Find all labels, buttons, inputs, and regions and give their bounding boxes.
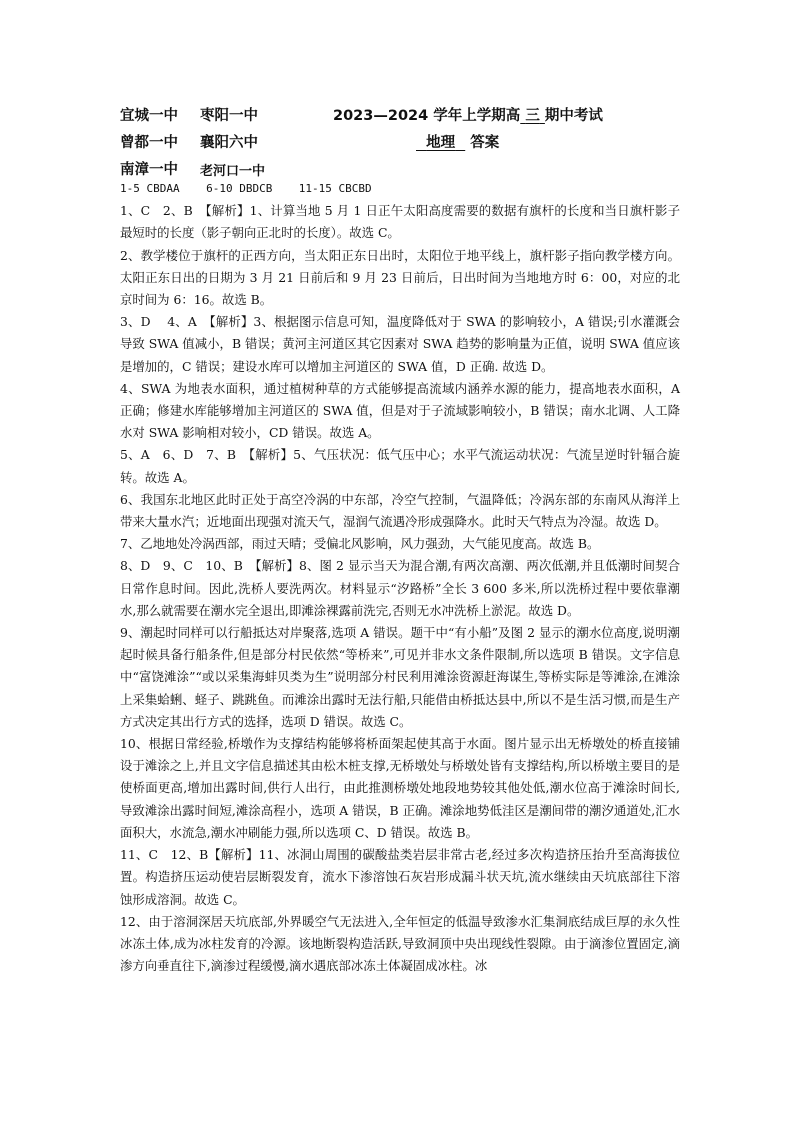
exam-title-post: 期中考试 (544, 108, 603, 124)
subject-text: 地理 (426, 135, 456, 151)
school-zaoyang: 枣阳一中 (200, 108, 258, 124)
exam-grade-text: 三 (525, 108, 540, 124)
paragraph: 7、乙地地处冷涡西部，雨过天晴；受偏北风影响，风力强劲，大气能见度高。故选 B。 (120, 536, 600, 552)
school-nanzhang: 南漳一中 (120, 162, 178, 178)
answer-key: 1-5 CBDAA 6-10 DBDCB 11-15 CBCBD (120, 182, 372, 195)
exam-title (333, 104, 603, 125)
paragraph: 3、D 4、A 【解析】3、根据图示信息可知，温度降低对于 SWA 的影响较小，A 错误;引水灌溉会导致 SWA 值减小，B 错误；黄河主河道区其它因素对 SWA 趋势的影响量为正值，说明 SWA 值应该是增加的，C 错误；建设水库可以增加主河道区的 SWA 值，D 正确. 故选 D。 (120, 314, 680, 374)
school-xiangyang: 襄阳六中 (200, 135, 258, 151)
exam-title-pre: 2023—2024 学年上学期高 (333, 108, 521, 124)
paragraph: 4、SWA 为地表水面积，通过植树种草的方式能够提高流域内涵养水源的能力，提高地表水面积，A 正确；修建水库能够增加主河道区的 SWA 值，但是对于子流域影响较小，B 错误；南水北调、人工降水对 SWA 影响相对较小，CD 错误。故选 A。 (120, 380, 680, 441)
paragraph: 9、潮起时同样可以行船抵达对岸聚落,选项 A 错误。题干中“有小船”及图 2 显示的潮水位高度,说明潮起时候具备行船条件,但是部分村民依然“等桥来”,可见并非水文条件限制,所以选项 B 错误。文字信息中“富饶滩涂”“或以采集海蚌贝类为生”说明部分村民利用滩涂资源赶海谋生,等桥实际是等滩涂,在滩涂上采集蛤蜊、蛏子、跳跳鱼。而滩涂出露时无法行船,只能借由桥抵达县中,所以不是生活习惯,而是生产方式决定其出行方式的选择，选项 D 错误。故选 C。 (120, 625, 680, 729)
school-yicheng: 宜城一中 (120, 108, 178, 124)
school-laohekou: 老河口一中 (200, 164, 266, 179)
paragraph: 11、C 12、B【解析】11、冰洞山周围的碳酸盐类岩层非常古老,经过多次构造挤压抬升至高海拔位置。构造挤压运动使岩层断裂发育，流水下渗溶蚀石灰岩形成漏斗状天坑,流水继续由天坑底部往下溶蚀形成溶洞。故选 C。 (120, 847, 680, 907)
school-zengdu: 曾都一中 (120, 135, 178, 151)
subject-line (416, 131, 499, 152)
subject-name (416, 135, 465, 151)
paragraph: 8、D 9、C 10、B 【解析】8、图 2 显示当天为混合潮,有两次高潮、两次低潮,并且低潮时间契合日常作息时间。因此,洗桥人要洗两次。材料显示“汐路桥”全长 3 600 多米,所以洗桥过程中要依靠潮水,那么就需要在潮水完全退出,即滩涂裸露前洗完,否则无水冲洗桥上淤泥。故选 D。 (120, 558, 680, 618)
paragraph: 2、教学楼位于旗杆的正西方向，当太阳正东日出时，太阳位于地平线上，旗杆影子指向教学楼方向。太阳正东日出的日期为 3 月 21 日前后和 9 月 23 日前后，日出时间为当地地方时 6：00，对应的北京时间为 6：16。故选 B。 (120, 247, 680, 308)
paragraph: 12、由于溶洞深居天坑底部,外界暖空气无法进入,全年恒定的低温导致渗水汇集洞底结成巨厚的永久性冰冻土体,成为冰柱发育的冷源。该地断裂构造活跃,导致洞顶中央出现线性裂隙。由于滴渗位置固定,滴渗方向垂直往下,滴渗过程缓慢,滴水遇底部冰冻土体凝固成冰柱。冰 (120, 913, 680, 974)
paragraph: 5、A 6、D 7、B 【解析】5、气压状况：低气压中心；水平气流运动状况：气流呈逆时针辐合旋转。故选 A。 (120, 447, 680, 485)
paragraph: 1、C 2、B 【解析】1、计算当地 5 月 1 日正午太阳高度需要的数据有旗杆的长度和当日旗杆影子最短时的长度（影子朝向正北时的长度）。故选 C。 (120, 203, 680, 241)
answer-label: 答案 (470, 135, 500, 151)
paragraph: 10、根据日常经验,桥墩作为支撑结构能够将桥面架起使其高于水面。图片显示出无桥墩处的桥直接铺设于滩涂之上,并且文字信息描述其由松木桩支撑,无桥墩处与桥墩处皆有支撑结构,所以桥墩主要目的是使桥面更高,增加出露时间,供行人出行，由此推测桥墩处地段地势较其他处低,潮水位高于滩涂时间长,导致滩涂出露时间短,滩涂高程小，选项 A 错误，B 正确。滩涂地势低洼区是潮间带的潮汐通道处,汇水面积大，水流急,潮水冲刷能力强,所以选项 C、D 错误。故选 B。 (120, 736, 680, 840)
exam-grade (520, 108, 545, 124)
paragraph: 6、我国东北地区此时正处于高空冷涡的中东部，冷空气控制，气温降低；冷涡东部的东南风从海洋上带来大量水汽；近地面出现强对流天气，湿润气流遇冷形成强降水。此时天气特点为冷湿。故选 D。 (120, 491, 680, 530)
answer-body (120, 178, 680, 977)
